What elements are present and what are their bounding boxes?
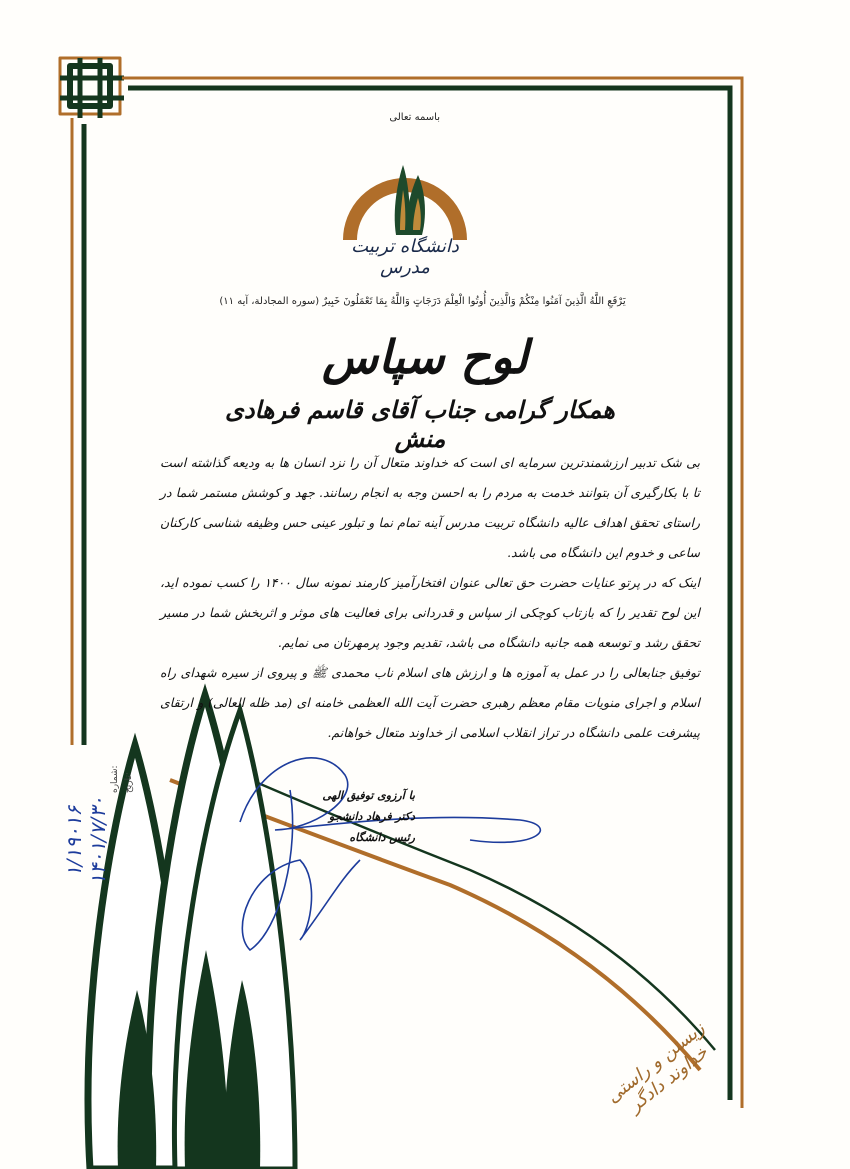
university-name: دانشگاه تربیت مدرس: [351, 236, 459, 278]
document-meta: [62, 745, 134, 885]
date-label: تاریخ:: [124, 772, 134, 793]
recipient-line: همکار گرامی جناب آقای قاسم فرهادی منش: [225, 395, 615, 453]
body-paragraph-1: بی شک تدبیر ارزشمندترین سرمایه ای است که خداوند متعال آن را نزد انسان ها به ودیعه گذاشته است تا با بکارگیری آن بتوانند خدمت به مردم را به احسن وجه به انجام رسانند. جهد و کوشش مستمر شما در راستای تحقق اهداف عالیه دانشگاه تربیت مدرس آینه تمام نما و تبلور عینی حس وظیفه شناسی کارکنان ساعی و خدوم این دانشگاه می باشد.: [160, 455, 700, 560]
date-value: ۱۴۰۱/۷/۳۰: [86, 796, 110, 885]
signature-block: [310, 785, 415, 848]
certificate-body: [160, 448, 700, 748]
signatory-title: رئیس دانشگاه: [349, 831, 415, 844]
motto-calligraphy: [602, 1005, 712, 1125]
signatory-name: دکتر فرهاد دانشجو: [328, 810, 415, 823]
quran-verse: يَرْفَعِ اللَّهُ الَّذِينَ آمَنُوا مِنْكُمْ وَالَّذِينَ أُوتُوا الْعِلْمَ دَرَجَاتٍ وَاللَّهُ بِمَا تَعْمَلُونَ خَبِيرٌ (سوره المجادلة، آیه ۱۱): [219, 296, 626, 307]
page-title: لوح سپاس: [321, 330, 529, 384]
body-paragraph-2: اینک که در پرتو عنایات حضرت حق تعالی عنوان افتخارآمیز کارمند نمونه سال ۱۴۰۰ را کسب نموده اید، این لوح تقدیر را که بازتاب کوچکی از سپاس و قدردانی برای فعالیت های موثر و اثربخش شما در مسیر تحقق رشد و توسعه همه جانبه دانشگاه می باشد، تقدیم وجود پرمهرتان می نمایم.: [160, 575, 700, 650]
corner-knot-ornament: [60, 58, 124, 118]
number-label: شماره:: [110, 765, 120, 793]
signature-greeting: با آرزوی توفیق الهی: [322, 789, 415, 802]
body-paragraph-3: توفیق جنابعالی را در عمل به آموزه ها و ارزش های اسلام ناب محمدی ﷺ و پیروی از سیره شهدای راه اسلام و اجرای منویات مقام معظم رهبری حضرت آیت الله العظمی خامنه ای (مد ظله العالی) و ارتقای پیشرفت علمی دانشگاه در تراز انقلاب اسلامی از خداوند متعال خواهانم.: [160, 665, 700, 740]
motto-text: زیستن و راستی خداوند دادگر: [602, 1018, 712, 1117]
number-value: ۱/۱۹۰۱۶: [62, 805, 86, 877]
bismillah-heading: باسمه تعالی: [389, 112, 440, 123]
